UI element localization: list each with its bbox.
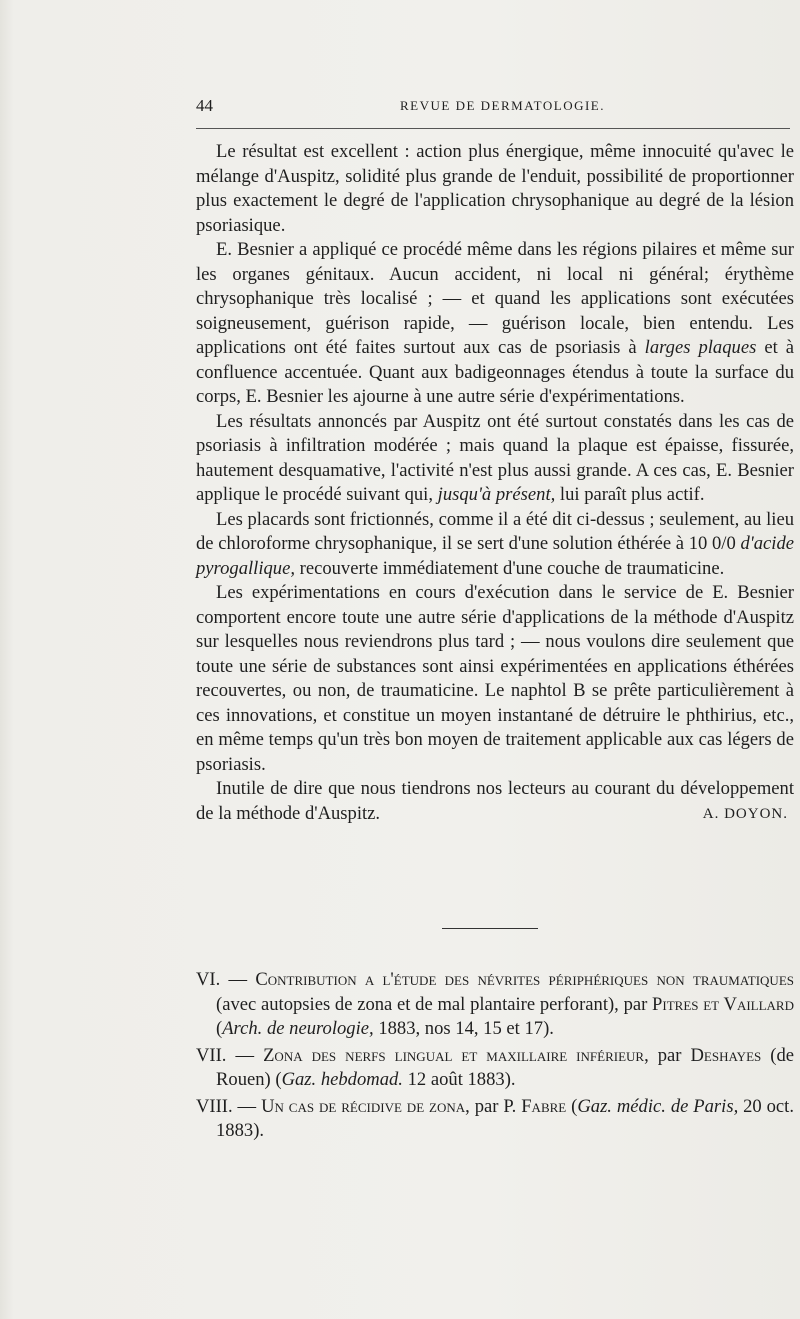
section-separator bbox=[442, 928, 538, 929]
reference-item: VI. — Contribution a l'étude des névrites périphériques non traumatiques (avec autopsies de zona et de mal plantaire perforant), par Pitres et Vaillard (Arch. de neurologie, 1883, nos 14, 15 et 17). bbox=[196, 969, 794, 1039]
bibliography bbox=[196, 968, 794, 1146]
paragraph: E. Besnier a appliqué ce procédé même dans les régions pilaires et même sur les organes génitaux. Aucun accident, ni local ni général; érythème chrysophanique très localisé ; — et quand les applications sont exécutées soigneusement, guérison rapide, — guérison locale, bien entendu. Les applications ont été faites surtout aux cas de psoriasis à larges plaques et à confluence accentuée. Quant aux badigeonnages étendus à toute la surface du corps, E. Besnier les ajourne à une autre série d'expérimentations. bbox=[196, 239, 794, 407]
article-body bbox=[196, 140, 794, 826]
page-number: 44 bbox=[196, 96, 213, 115]
running-title: REVUE DE DERMATOLOGIE. bbox=[400, 98, 605, 113]
page-header bbox=[196, 96, 792, 120]
paragraph: Les expérimentations en cours d'exécution dans le service de E. Besnier comportent encore toute une autre série d'applications de la méthode d'Auspitz sur lesquelles nous reviendrons plus tard ; — nous voulons dire seulement que toute une série de substances sont ainsi expérimentées en applications éthérées recouvertes, ou non, de traumaticine. Le naphtol B se prête particulièrement à ces innovations, et constitue un moyen instantané de détruire le phthirius, etc., en même temps qu'un très bon moyen de traitement applicable aux cas légers de psoriasis. bbox=[196, 582, 794, 775]
reference-item: VII. — Zona des nerfs lingual et maxillaire inférieur, par Deshayes (de Rouen) (Gaz. hebdomad. 12 août 1883). bbox=[196, 1044, 794, 1090]
paragraph: Le résultat est excellent : action plus énergique, même innocuité qu'avec le mélange d'Auspitz, solidité plus grande de l'enduit, possibilité de proportionner plus exactement le degré de l'application chrysophanique au degré de la lésion psoriasique. bbox=[196, 141, 794, 236]
reference-item: VIII. — Un cas de récidive de zona, par P. Fabre (Gaz. médic. de Paris, 20 oct. 1883). bbox=[196, 1095, 794, 1141]
paragraph: Inutile de dire que nous tiendrons nos lecteurs au courant du développement de la méthode d'Auspitz. A. DOYON. bbox=[196, 777, 794, 826]
paragraph: Les résultats annoncés par Auspitz ont été surtout constatés dans les cas de psoriasis à infiltration modérée ; mais quand la plaque est épaisse, fissurée, hautement desquamative, l'activité n'est plus aussi grande. A ces cas, E. Besnier applique le procédé suivant qui, jusqu'à présent, lui paraît plus actif. bbox=[196, 410, 794, 505]
header-rule bbox=[196, 128, 790, 129]
paragraph: Les placards sont frictionnés, comme il a été dit ci-dessus ; seulement, au lieu de chloroforme chrysophanique, il se sert d'une solution éthérée à 10 0/0 d'acide pyrogallique, recouverte immédiatement d'une couche de traumaticine. bbox=[196, 508, 794, 579]
author-signature: A. DOYON. bbox=[702, 805, 788, 822]
